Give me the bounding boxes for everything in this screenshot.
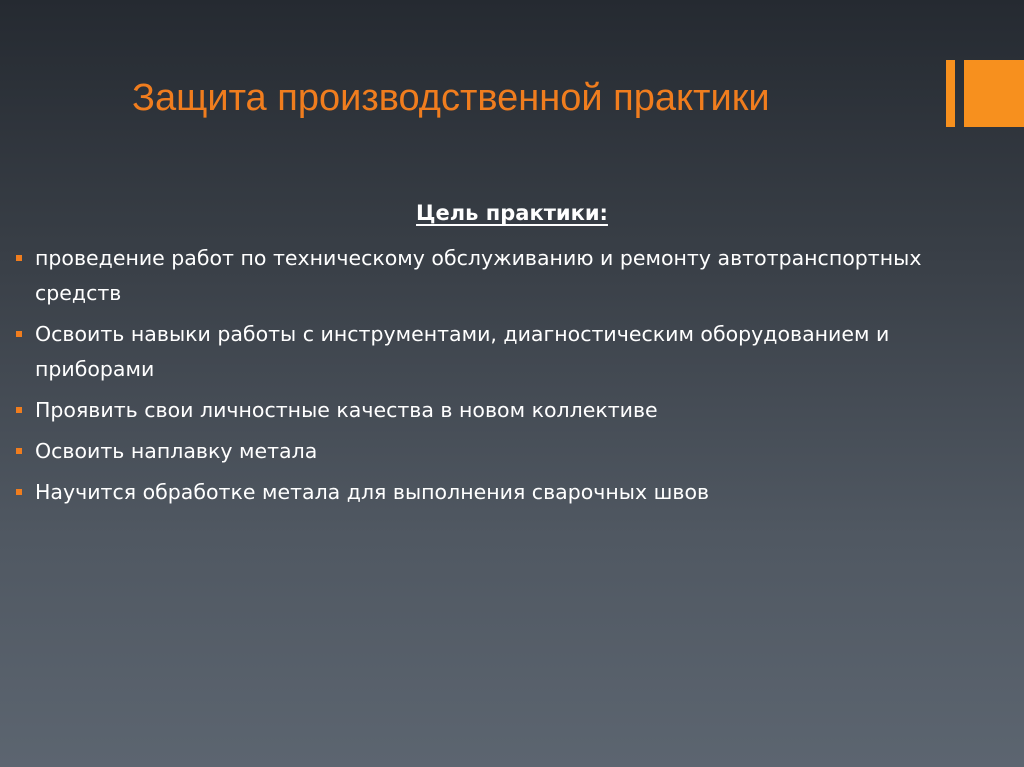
bullet-square-icon: [16, 489, 22, 495]
bullet-text: проведение работ по техническому обслуживанию и ремонту автотранспортных средств: [35, 246, 922, 305]
slide-title: Защита производственной практики: [132, 77, 770, 119]
bullet-square-icon: [16, 407, 22, 413]
bullet-item: [14, 241, 1004, 311]
bullet-item: [14, 317, 1004, 387]
bullet-item: [14, 475, 1004, 510]
orange-bars-decoration-icon: [946, 60, 1024, 127]
bullet-square-icon: [16, 448, 22, 454]
bullet-item: [14, 393, 1004, 428]
bullet-square-icon: [16, 331, 22, 337]
bullet-item: [14, 434, 1004, 469]
bullet-square-icon: [16, 255, 22, 261]
bullet-text: Научится обработке метала для выполнения сварочных швов: [35, 480, 710, 504]
slide-subtitle: [0, 193, 1024, 233]
bullet-text: Освоить наплавку метала: [35, 439, 318, 463]
decoration-thin-bar: [946, 60, 955, 127]
bullet-text: Освоить навыки работы с инструментами, диагностическим оборудованием и приборами: [35, 322, 890, 381]
bullet-list: [14, 241, 1004, 516]
decoration-thick-bar: [964, 60, 1024, 127]
bullet-text: Проявить свои личностные качества в новом коллективе: [35, 398, 658, 422]
subtitle-text: Цель практики:: [416, 201, 608, 225]
